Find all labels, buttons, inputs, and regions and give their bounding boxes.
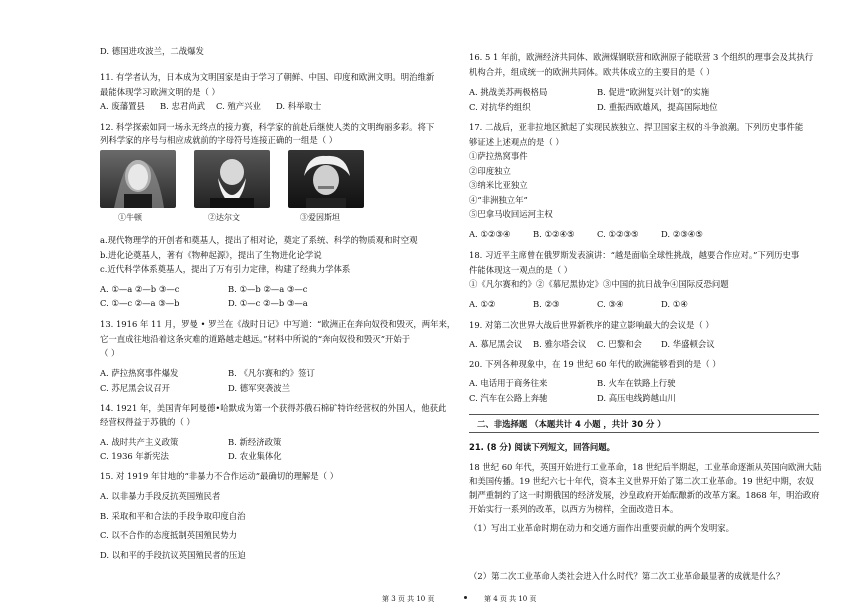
- q20-option-a[interactable]: A. 电话用于商务往来: [469, 378, 548, 388]
- q17-option-c[interactable]: C. ①②③⑤: [597, 229, 639, 239]
- q18-option-a[interactable]: A. ①②: [469, 299, 496, 309]
- q14-stem-line1: 14. 1921 年，美国青年阿曼德•哈默成为第一个获得苏俄石棉矿特许经营权的外国人，他获此: [100, 403, 447, 413]
- q18-option-b[interactable]: B. ②③: [533, 299, 560, 309]
- q14-option-a[interactable]: A. 战时共产主义政策: [100, 437, 179, 447]
- q17-item-4: ④“非洲独立年”: [469, 195, 528, 205]
- newton-portrait-image: [100, 150, 176, 208]
- q11-stem-line2: 最能体现学习欧洲文明的是（ ）: [100, 87, 220, 97]
- q20-stem: 20. 下列各种现象中，在 19 世纪 60 年代的欧洲能够看到的是（ ）: [469, 359, 721, 369]
- q13-option-a[interactable]: A. 萨拉热窝事件爆发: [100, 368, 179, 378]
- right-column: [469, 0, 821, 608]
- q16-option-a[interactable]: A. 挑战美苏两极格局: [469, 87, 548, 97]
- q16-stem-line1: 16. 5 1 年前，欧洲经济共同体、欧洲煤钢联营和欧洲原子能联营 3 个组织的理事会及其执行: [469, 52, 814, 62]
- caption-darwin: ②达尔文: [208, 213, 240, 222]
- q11-option-b[interactable]: B. 忠君尚武: [160, 101, 205, 111]
- q15-stem: 15. 对 1919 年甘地的“非暴力不合作运动”最确切的理解是（ ）: [100, 471, 339, 481]
- q19-option-a[interactable]: A. 慕尼黑会议: [469, 339, 523, 349]
- q11-option-a[interactable]: A. 废藩置县: [100, 101, 145, 111]
- q19-option-c[interactable]: C. 巴黎和会: [597, 339, 642, 349]
- caption-newton: ①牛顿: [118, 213, 142, 222]
- q17-item-5: ⑤巴拿马收回运河主权: [469, 209, 553, 219]
- q10-option-d: D. 德国进攻波兰，二战爆发: [100, 46, 204, 56]
- q11-option-d[interactable]: D. 科举取士: [276, 101, 322, 111]
- q19-option-d[interactable]: D. 华盛顿会议: [661, 339, 715, 349]
- footer-page-left: 第 3 页 共 10 页: [382, 595, 435, 603]
- q11-stem-line1: 11. 有学者认为，日本成为文明国家是由于学习了朝鲜、中国、印度和欧洲文明。明治维新: [100, 72, 435, 82]
- q12-option-c[interactable]: C. ①—c ②—a ③—b: [100, 298, 180, 308]
- darwin-portrait-icon: [194, 150, 270, 208]
- left-column: [100, 0, 456, 608]
- q21-subquestion-2: （2）第二次工业革命人类社会进入什么时代？第二次工业革命最显著的成就是什么？: [469, 571, 785, 581]
- q15-option-c[interactable]: C. 以不合作的态度抵制英国殖民势力: [100, 530, 238, 540]
- q12-item-c: c.近代科学体系奠基人，提出了万有引力定律，构建了经典力学体系: [100, 264, 351, 274]
- q12-option-d[interactable]: D. ①—c ②—b ③—a: [228, 298, 308, 308]
- q17-stem-line1: 17. 二战后，亚非拉地区掀起了实现民族独立、捍卫国家主权的斗争浪潮。下列历史事件能: [469, 122, 804, 132]
- q18-stem-line2: 件能体现这一观点的是（ ）: [469, 265, 573, 275]
- q12-option-b[interactable]: B. ①—b ②—a ③—c: [228, 284, 308, 294]
- q16-option-d[interactable]: D. 重振西欧雄风，提高国际地位: [597, 102, 718, 112]
- q15-option-a[interactable]: A. 以非暴力手段反抗英国殖民者: [100, 491, 221, 501]
- einstein-portrait-image: [288, 150, 364, 208]
- q14-option-d[interactable]: D. 农业集体化: [228, 451, 282, 461]
- q12-item-a: a.现代物理学的开创者和奠基人，提出了相对论，奠定了系统、科学的物质观和时空观: [100, 235, 418, 245]
- q17-option-a[interactable]: A. ①②③④: [469, 229, 511, 239]
- q18-stem-line1: 18. 习近平主席曾在俄罗斯发表演讲：“越是面临全球性挑战，越要合作应对。”下列历史事: [469, 250, 800, 260]
- q12-item-b: b.进化论奠基人，著有《物种起源》，提出了生物进化论学说: [100, 250, 322, 260]
- section-divider-bottom: [469, 432, 819, 433]
- q17-option-d[interactable]: D. ②③④⑤: [661, 229, 703, 239]
- q20-option-d[interactable]: D. 高压电线跨越山川: [597, 393, 676, 403]
- q14-option-c[interactable]: C. 1936 年新宪法: [100, 451, 169, 461]
- q20-option-c[interactable]: C. 汽车在公路上奔驰: [469, 393, 548, 403]
- q18-option-d[interactable]: D. ①④: [661, 299, 688, 309]
- q16-option-c[interactable]: C. 对抗华约组织: [469, 102, 531, 112]
- q12-stem-line2: 列科学家的序号与相应成就前的字母符号连接正确的一组是（ ）: [100, 135, 338, 145]
- q21-para-line1: 18 世纪 60 年代，英国开始进行工业革命，18 世纪后半期起，工业革命逐渐从英国向欧洲大陆: [469, 462, 822, 472]
- caption-einstein: ③爱因斯坦: [300, 213, 340, 222]
- footer-page-right: 第 4 页 共 10 页: [484, 595, 537, 603]
- q12-stem-line1: 12. 科学探索如同一场永无终点的接力赛，科学家的前赴后继使人类的文明绚丽多彩。将下: [100, 122, 435, 132]
- q21-para-line2: 和美国传播。19 世纪六七十年代，资本主义世界开始了第二次工业革命。19 世纪中期，农奴: [469, 476, 814, 486]
- page-separator-dot-icon: [464, 596, 467, 599]
- section-heading: 二、非选择题 （本题共计 4 小题 ，共计 30 分 ）: [477, 419, 666, 429]
- q12-option-a[interactable]: A. ①—a ②—b ③—c: [100, 284, 180, 294]
- newton-portrait-icon: [100, 150, 176, 208]
- q13-option-c[interactable]: C. 苏尼黑会议召开: [100, 383, 171, 393]
- q21-para-line4: 开始实行一系列的改革，以西方为榜样，全面改造日本。: [469, 504, 679, 514]
- q13-stem-line2: 它一直成往地沿着这条灾难的道路越走越远。”材料中所说的“奔向奴役和毁灭”开始于: [100, 334, 411, 344]
- q21-subquestion-1: （1）写出工业革命时期在动力和交通方面作出重要贡献的两个发明家。: [469, 523, 734, 533]
- q13-option-b[interactable]: B. 《凡尔赛和约》签订: [228, 368, 315, 378]
- q19-option-b[interactable]: B. 雅尔塔会议: [533, 339, 587, 349]
- q15-option-d[interactable]: D. 以和平的手段抗议英国殖民者的压迫: [100, 550, 246, 560]
- q16-stem-line2: 机构合并，组成统一的欧洲共同体。欧共体成立的主要目的是（ ）: [469, 67, 715, 77]
- q19-stem: 19. 对第二次世界大战后世界新秩序的建立影响最大的会议是（ ）: [469, 320, 714, 330]
- einstein-portrait-icon: [288, 150, 364, 208]
- q21-para-line3: 制严重制约了这一时期俄国的经济发展，沙皇政府开始酝酿新的改革方案。1868 年，明治政府: [469, 490, 820, 500]
- q17-option-b[interactable]: B. ①②④⑤: [533, 229, 575, 239]
- q21-title: 21. (8 分) 阅读下列短文，回答问题。: [469, 442, 615, 452]
- section-divider-top: [469, 414, 819, 415]
- q17-item-2: ②印度独立: [469, 166, 511, 176]
- q14-option-b[interactable]: B. 新经济政策: [228, 437, 282, 447]
- q11-option-c[interactable]: C. 殖产兴业: [216, 101, 261, 111]
- q13-option-d[interactable]: D. 德军突袭波兰: [228, 383, 290, 393]
- darwin-portrait-image: [194, 150, 270, 208]
- q18-items: ①《凡尔赛和约》②《慕尼黑协定》③中国的抗日战争④国际反恐问题: [469, 279, 729, 289]
- q20-option-b[interactable]: B. 火车在铁路上行驶: [597, 378, 676, 388]
- q17-stem-line2: 够证述上述观点的是（ ）: [469, 137, 564, 147]
- q15-option-b[interactable]: B. 采取和平和合法的手段争取印度自治: [100, 511, 246, 521]
- q14-stem-line2: 经营权得益于苏俄的（ ）: [100, 417, 195, 427]
- q17-item-3: ③纳米比亚独立: [469, 180, 528, 190]
- q18-option-c[interactable]: C. ③④: [597, 299, 624, 309]
- q13-stem-line3: （ ）: [100, 348, 120, 358]
- q13-stem-line1: 13. 1916 年 11 月，罗曼 • 罗兰在《战时日记》中写道：“欧洲正在奔向奴役和毁灭，两年来，: [100, 319, 456, 329]
- q17-item-1: ①萨拉热窝事件: [469, 151, 528, 161]
- q16-option-b[interactable]: B. 促进“欧洲复兴计划”的实施: [597, 87, 710, 97]
